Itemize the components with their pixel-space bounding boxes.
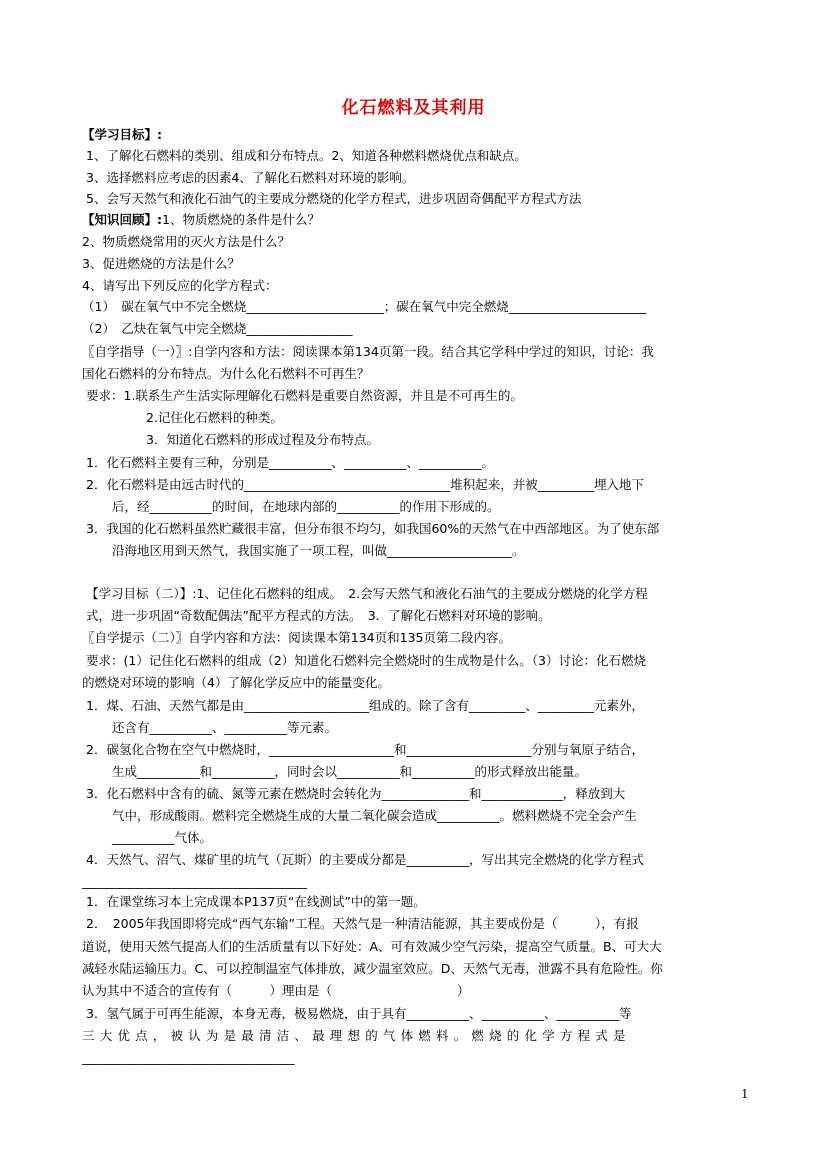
guide1-requirement-1: 要求：1.联系生产生活实际理解化石燃料是重要自然资源，并且是不可再生的。	[86, 388, 523, 403]
guide2-item-2a: 2．碳氢化合物在空气中燃烧时，____________________和____________________分别与氧原子结合，	[86, 742, 644, 757]
document-title: 化石燃料及其利用	[341, 98, 486, 118]
practice-3a: 3．氢气属于可再生能源，本身无毒，极易燃烧，由于具有__________、__________、__________等	[86, 1006, 632, 1021]
practice-3c: __________________________________	[82, 1050, 295, 1065]
review-reaction-1: （1） 碳在氧气中不完全燃烧______________________；碳在氧气中完全燃烧______________________	[82, 299, 647, 314]
review-heading: 【知识回顾】:	[82, 212, 162, 227]
practice-3b: 三大优点，被认为是最清洁、最理想的气体燃料。燃烧的化学方程式是	[82, 1028, 631, 1043]
guide2-requirement-1: 要求：(1）记住化石燃料的组成（2）知道化石燃料完全燃烧时的生成物是什么。（3）讨论：化石燃烧	[86, 653, 646, 668]
guide1-item-2a: 2．化石燃料是由远古时代的_________________________________堆积起来，并被_________埋入地下	[86, 477, 644, 492]
review-question-1: 1、物质燃烧的条件是什么？	[162, 212, 320, 227]
practice-2a: 2． 2005年我国即将完成“西气东输”工程。天然气是一种清洁能源，其主要成份是（ ），有报	[86, 916, 639, 931]
practice-2d: 认为其中不适合的宣传有（ ）理由是（ ）	[82, 983, 470, 998]
guide2-item-4a: 4．天然气、沼气、煤矿里的坑气（瓦斯）的主要成分都是__________，写出其完全燃烧的化学方程式	[86, 852, 644, 867]
review-line-1	[82, 212, 320, 228]
guide2-line-1: 〖自学提示（二）〗自学内容和方法：阅读课本第134页和135页第二段内容。	[82, 630, 511, 645]
practice-1: 1．在课堂练习本上完成课本P137页“在线测试”中的第一题。	[86, 894, 426, 909]
page-number: 1	[741, 1087, 749, 1101]
review-question-4: 4、请写出下列反应的化学方程式：	[82, 278, 278, 293]
objective-line-2: 3、选择燃料应考虑的因素4、了解化石燃料对环境的影响。	[86, 170, 415, 185]
guide1-item-3a: 3．我国的化石燃料虽然贮藏很丰富，但分布很不均匀，如我国60%的天然气在中西部地区。为了使东部	[86, 521, 660, 536]
objectives-heading: 【学习目标】:	[82, 127, 162, 142]
guide2-item-3a: 3．化石燃料中含有的硫、氮等元素在燃烧时会转化为______________和_____________，释放到大	[86, 786, 626, 801]
guide2-item-1b: 还含有__________、__________等元素。	[112, 720, 338, 735]
guide2-item-1a: 1．煤、石油、天然气都是由____________________组成的。除了含有_________、_________元素外，	[86, 698, 644, 713]
review-reaction-2: （2） 乙炔在氧气中完全燃烧_________________	[82, 321, 353, 336]
objective-line-3: 5、会写天然气和液化石油气的主要成分燃烧的化学方程式，进步巩固奇偶配平方程式方法	[86, 191, 582, 206]
guide2-item-3b: 气中，形成酸雨。燃料完全燃烧生成的大量二氧化碳会造成__________。燃料燃烧不完全会产生	[112, 808, 638, 823]
objectives2-line-1: 【学习目标（二）】:1、记住化石燃料的组成。 2.会写天然气和液化石油气的主要成分燃烧的化学方程	[86, 586, 648, 601]
guide1-item-3b: 沿海地区用到天然气，我国实施了一项工程，叫做____________________。	[112, 543, 525, 558]
guide2-requirement-2: 的燃烧对环境的影响（4）了解化学反应中的能量变化。	[82, 675, 390, 690]
objective-line-1: 1、了解化石燃料的类别、组成和分布特点。2、知道各种燃料燃烧优点和缺点。	[86, 148, 527, 163]
guide2-item-2b: 生成__________和__________，同时会以__________和__________的形式释放出能量。	[112, 764, 588, 779]
practice-2c: 减轻水陆运输压力。C、可以控制温室气体排放，减少温室效应。D、天然气无毒，泄露不具有危险性。你	[82, 961, 663, 976]
guide1-line-1: 〖自学指导（一）〗:自学内容和方法：阅读课本第134页第一段。结合其它学科中学过的知识，讨论：我	[82, 344, 654, 359]
guide1-item-2b: 后，经__________的时间，在地球内部的__________的作用下形成的。	[112, 499, 500, 514]
guide2-item-4b: ____________________________________	[82, 874, 307, 889]
guide2-item-3c: __________气体。	[112, 830, 213, 845]
guide1-item-1: 1．化石燃料主要有三种，分别是__________、__________、__________。	[86, 455, 494, 470]
objectives2-line-2: 式，进一步巩固“奇数配偶法”配平方程式的方法。 3．了解化石燃料对环境的影响。	[86, 608, 551, 623]
guide1-requirement-3: 3．知道化石燃料的形成过程及分布特点。	[146, 432, 379, 447]
review-question-3: 3、促进燃烧的方法是什么？	[82, 256, 240, 271]
review-question-2: 2、物质燃烧常用的灭火方法是什么？	[82, 234, 290, 249]
guide1-line-2: 国化石燃料的分布特点。为什么化石燃料不可再生？	[82, 366, 370, 381]
guide1-requirement-2: 2.记住化石燃料的种类。	[146, 410, 283, 425]
practice-2b: 道说，使用天然气提高人们的生活质量有以下好处：A、可有效减少空气污染，提高空气质量。B、可大大	[82, 939, 662, 954]
